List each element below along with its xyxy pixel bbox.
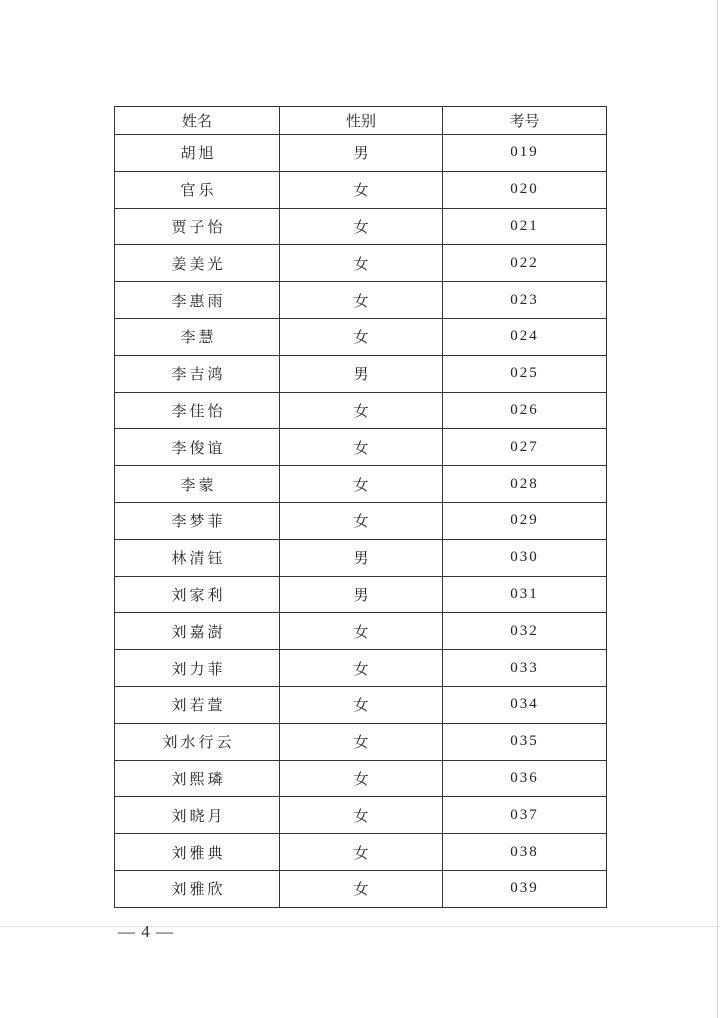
gender-cell: 女	[280, 723, 443, 760]
table-header-row	[115, 107, 607, 135]
gender-cell: 男	[280, 355, 443, 392]
gender-cell: 女	[280, 245, 443, 282]
table-row	[115, 429, 607, 466]
header-gender: 性别	[280, 107, 443, 135]
name-cell: 刘力菲	[115, 650, 280, 687]
gender-cell: 女	[280, 797, 443, 834]
exam-no-cell: 036	[443, 760, 607, 797]
name-cell: 胡旭	[115, 135, 280, 172]
gender-cell: 女	[280, 429, 443, 466]
name-cell: 刘若萱	[115, 686, 280, 723]
name-cell: 刘水行云	[115, 723, 280, 760]
table-body	[115, 135, 607, 908]
table-row	[115, 760, 607, 797]
exam-no-cell: 035	[443, 723, 607, 760]
table-row	[115, 282, 607, 319]
exam-no-cell: 023	[443, 282, 607, 319]
exam-no-cell: 025	[443, 355, 607, 392]
table-row	[115, 686, 607, 723]
name-cell: 李佳怡	[115, 392, 280, 429]
exam-no-cell: 024	[443, 318, 607, 355]
page-edge-line	[717, 0, 718, 1018]
gender-cell: 女	[280, 870, 443, 907]
gender-cell: 男	[280, 135, 443, 172]
name-cell: 刘雅典	[115, 834, 280, 871]
header-name: 姓名	[115, 107, 280, 135]
name-cell: 贾子怡	[115, 208, 280, 245]
exam-no-cell: 032	[443, 613, 607, 650]
table-row	[115, 797, 607, 834]
table-row	[115, 392, 607, 429]
name-cell: 李梦菲	[115, 502, 280, 539]
exam-no-cell: 031	[443, 576, 607, 613]
table-row	[115, 723, 607, 760]
name-cell: 李俊谊	[115, 429, 280, 466]
gender-cell: 女	[280, 613, 443, 650]
exam-no-cell: 028	[443, 466, 607, 503]
exam-no-cell: 029	[443, 502, 607, 539]
name-cell: 刘晓月	[115, 797, 280, 834]
gender-cell: 女	[280, 650, 443, 687]
gender-cell: 女	[280, 318, 443, 355]
exam-no-cell: 021	[443, 208, 607, 245]
exam-no-cell: 033	[443, 650, 607, 687]
student-table	[114, 106, 607, 908]
name-cell: 李吉鸿	[115, 355, 280, 392]
exam-no-cell: 019	[443, 135, 607, 172]
table-row	[115, 208, 607, 245]
gender-cell: 男	[280, 576, 443, 613]
name-cell: 姜美光	[115, 245, 280, 282]
exam-no-cell: 037	[443, 797, 607, 834]
gender-cell: 女	[280, 392, 443, 429]
name-cell: 刘熙璘	[115, 760, 280, 797]
table-row	[115, 171, 607, 208]
exam-no-cell: 038	[443, 834, 607, 871]
table-row	[115, 650, 607, 687]
name-cell: 刘雅欣	[115, 870, 280, 907]
name-cell: 李慧	[115, 318, 280, 355]
name-cell: 刘嘉澍	[115, 613, 280, 650]
gender-cell: 女	[280, 760, 443, 797]
exam-no-cell: 020	[443, 171, 607, 208]
gender-cell: 女	[280, 686, 443, 723]
table-row	[115, 502, 607, 539]
table-row	[115, 870, 607, 907]
gender-cell: 女	[280, 466, 443, 503]
exam-no-cell: 039	[443, 870, 607, 907]
name-cell: 官乐	[115, 171, 280, 208]
exam-no-cell: 034	[443, 686, 607, 723]
gender-cell: 女	[280, 171, 443, 208]
exam-no-cell: 027	[443, 429, 607, 466]
name-cell: 刘家利	[115, 576, 280, 613]
table-row	[115, 135, 607, 172]
exam-no-cell: 026	[443, 392, 607, 429]
exam-no-cell: 022	[443, 245, 607, 282]
gender-cell: 男	[280, 539, 443, 576]
page-number: — 4 —	[118, 922, 174, 941]
name-cell: 李惠雨	[115, 282, 280, 319]
table-row	[115, 834, 607, 871]
gender-cell: 女	[280, 282, 443, 319]
table-row	[115, 576, 607, 613]
exam-no-cell: 030	[443, 539, 607, 576]
table-row	[115, 466, 607, 503]
header-exam-no: 考号	[443, 107, 607, 135]
gender-cell: 女	[280, 208, 443, 245]
table-row	[115, 318, 607, 355]
name-cell: 林清钰	[115, 539, 280, 576]
table-row	[115, 245, 607, 282]
table-row	[115, 613, 607, 650]
gender-cell: 女	[280, 834, 443, 871]
footer-divider	[0, 926, 720, 927]
name-cell: 李蒙	[115, 466, 280, 503]
table-row	[115, 539, 607, 576]
gender-cell: 女	[280, 502, 443, 539]
table-row	[115, 355, 607, 392]
